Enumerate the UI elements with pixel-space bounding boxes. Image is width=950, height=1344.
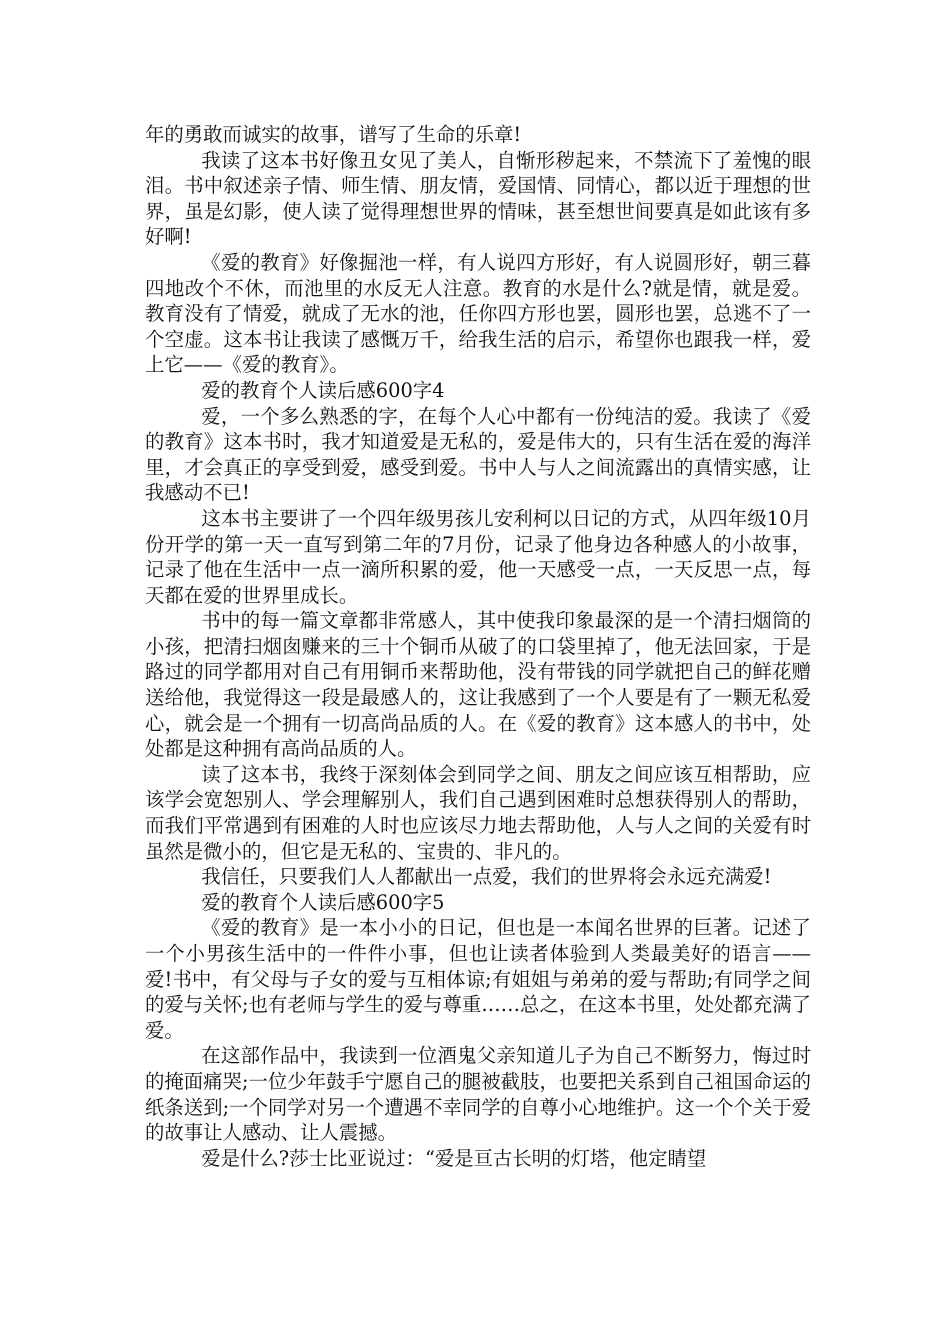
paragraph: 《爱的教育》是一本小小的日记，但也是一本闻名世界的巨著。记述了一个小男孩生活中的一件件小事，但也让读者体验到人类最美好的语言——爱!书中，有父母与子女的爱与互相体谅;有姐姐与弟弟的爱与帮助;有同学之间的爱与关怀;也有老师与学生的爱与尊重……总之，在这本书里，处处都充满了爱。 xyxy=(145,916,811,1042)
section-heading: 爱的教育个人读后感600字4 xyxy=(201,378,445,402)
paragraph: 爱，一个多么熟悉的字，在每个人心中都有一份纯洁的爱。我读了《爱的教育》这本书时，我才知道爱是无私的，爱是伟大的，只有生活在爱的海洋里，才会真正的享受到爱，感受到爱。书中人与人之间流露出的真情实感，让我感动不已! xyxy=(145,404,811,505)
document-page xyxy=(145,122,811,1171)
paragraph: 读了这本书，我终于深刻体会到同学之间、朋友之间应该互相帮助，应该学会宽恕别人、学会理解别人，我们自己遇到困难时总想获得别人的帮助，而我们平常遇到有困难的人时也应该尽力地去帮助他，人与人之间的关爱有时虽然是微小的，但它是无私的、宝贵的、非凡的。 xyxy=(145,762,811,863)
paragraph: 《爱的教育》好像掘池一样，有人说四方形好，有人说圆形好，朝三暮四地改个不休，而池里的水反无人注意。教育的水是什么?就是情，就是爱。教育没有了情爱，就成了无水的池，任你四方形也罢，圆形也罢，总逃不了一个空虚。这本书让我读了感慨万千，给我生活的启示，希望你也跟我一样，爱上它——《爱的教育》。 xyxy=(145,250,811,377)
paragraph: 这本书主要讲了一个四年级男孩儿安利柯以日记的方式，从四年级10月份开学的第一天一直写到第二年的7月份，记录了他身边各种感人的小故事，记录了他在生活中一点一滴所积累的爱，他一天感受一点，一天反思一点，每天都在爱的世界里成长。 xyxy=(145,506,811,607)
paragraph: 书中的每一篇文章都非常感人，其中使我印象最深的是一个清扫烟筒的小孩，把清扫烟囱赚来的三十个铜币从破了的口袋里掉了，他无法回家，于是路过的同学都用对自己有用铜币来帮助他，没有带钱的同学就把自己的鲜花赠送给他，我觉得这一段是最感人的，这让我感到了一个人要是有了一颗无私爱心，就会是一个拥有一切高尚品质的人。在《爱的教育》这本感人的书中，处处都是这种拥有高尚品质的人。 xyxy=(145,609,811,761)
paragraph: 我信任，只要我们人人都献出一点爱，我们的世界将会永远充满爱! xyxy=(201,865,772,889)
section-heading: 爱的教育个人读后感600字5 xyxy=(201,890,445,914)
paragraph: 我读了这本书好像丑女见了美人，自惭形秽起来，不禁流下了羞愧的眼泪。书中叙述亲子情、师生情、朋友情，爱国情、同情心，都以近于理想的世界，虽是幻影，使人读了觉得理想世界的情味，甚至想世间要真是如此该有多好啊! xyxy=(145,148,811,249)
paragraph: 在这部作品中，我读到一位酒鬼父亲知道儿子为自己不断努力，悔过时的掩面痛哭;一位少年鼓手宁愿自己的腿被截肢，也要把关系到自己祖国命运的纸条送到;一个同学对另一个遭遇不幸同学的自尊小心地维护。这一个个关于爱的故事让人感动、让人震撼。 xyxy=(145,1044,811,1145)
paragraph: 爱是什么?莎士比亚说过：“爱是亘古长明的灯塔，他定睛望 xyxy=(201,1146,707,1170)
paragraph: 年的勇敢而诚实的故事，谱写了生命的乐章! xyxy=(145,123,522,146)
